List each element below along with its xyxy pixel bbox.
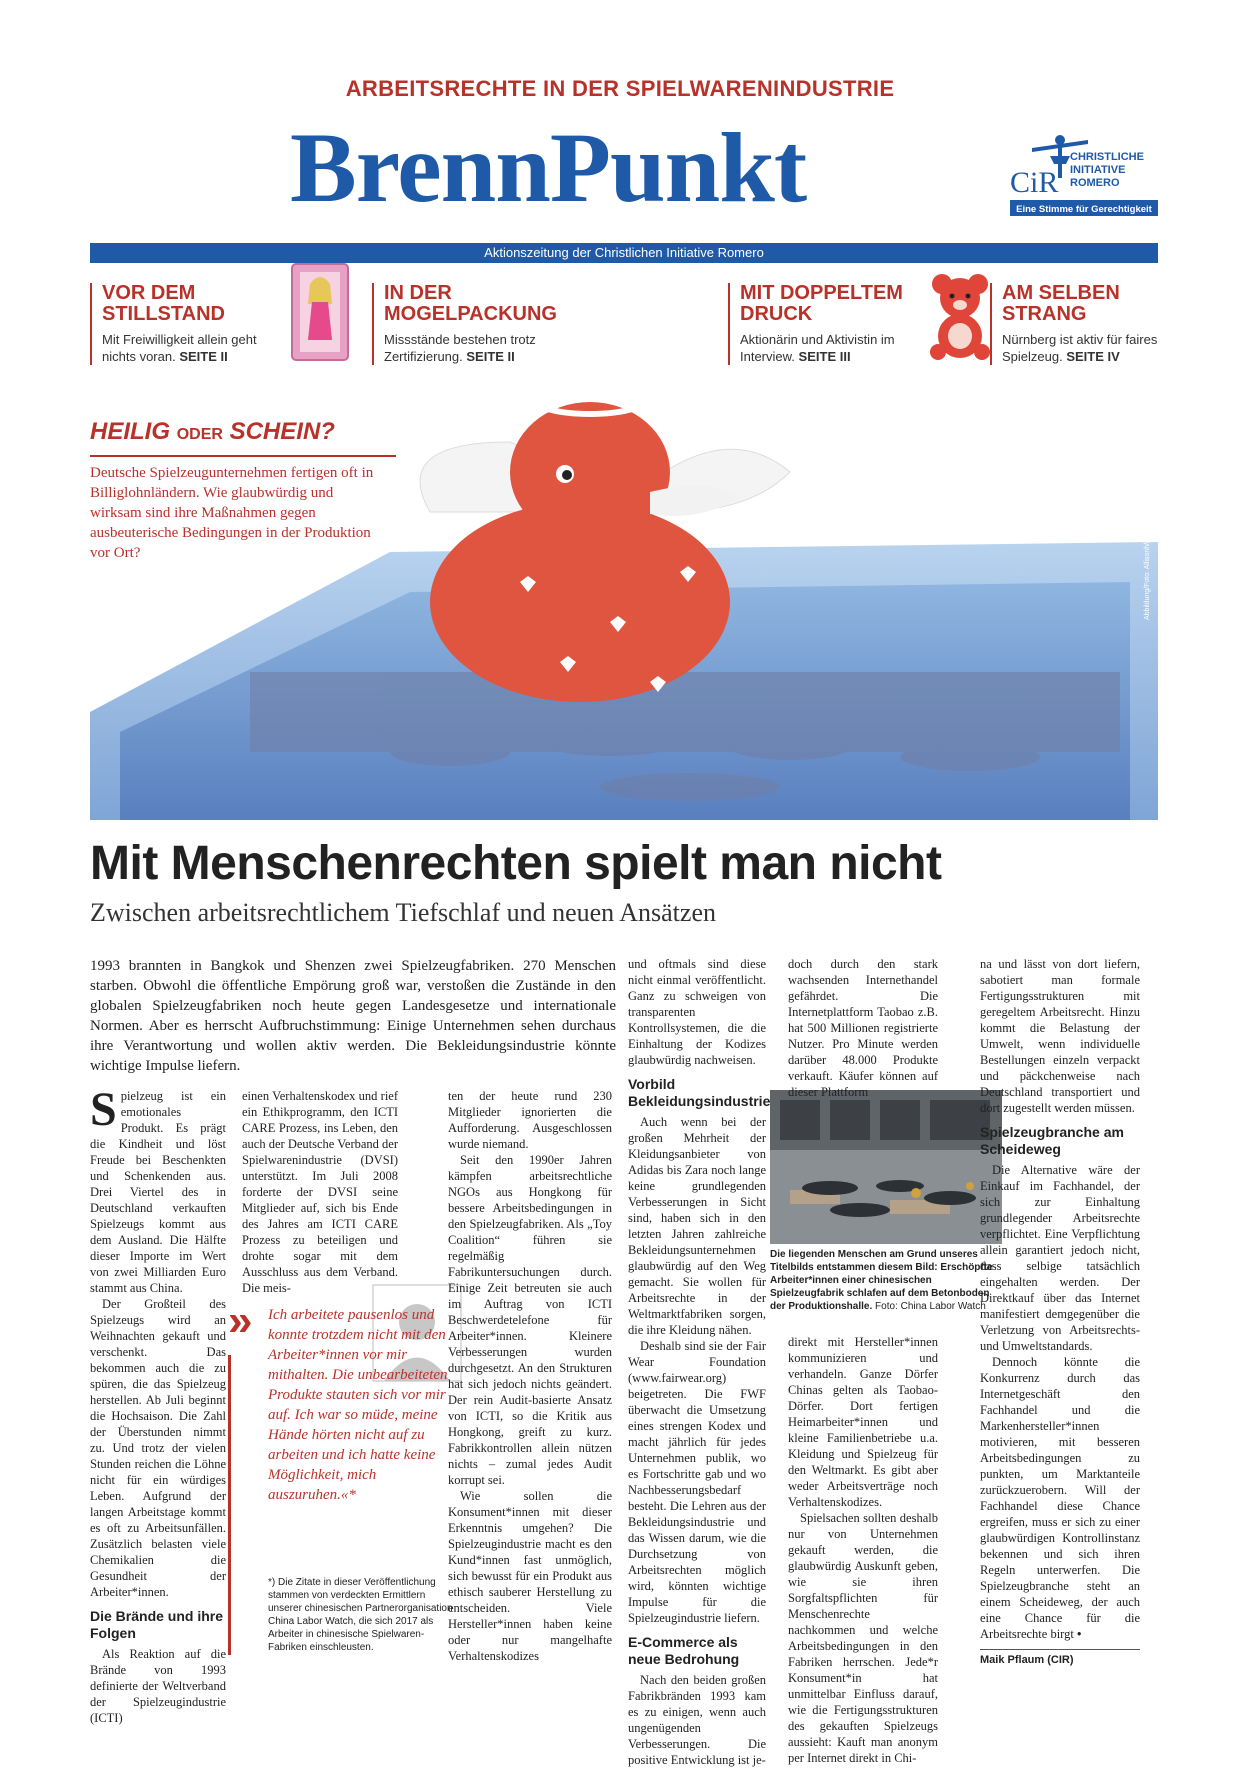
teaser-strang[interactable] — [990, 283, 1162, 365]
subheading: Vorbild Bekleidungsindustrie — [628, 1076, 771, 1109]
paragraph: na und lässt von dort liefern, sabotiert man formale Fertigungsstrukturen mit geregeltem Arbeitsrecht. Hinzu kommt die Belastung der Umwelt, wenn individuelle Bestellungen einzeln verpackt und päckchenweise nach Deutschland transportiert und dort zugestellt werden müssen. — [980, 957, 1140, 1115]
hero-intro: Deutsche Spielzeugunternehmen fertigen oft in Billiglohnländern. Wie glaubwürdig und wirksam sind ihre Maßnahmen gegen ausbeuterische Bedingungen in der Produktion vor Ort? — [90, 465, 374, 561]
quote-mark: » — [228, 1296, 253, 1345]
column-5b — [788, 1334, 938, 1766]
teaser-title-line: STILLSTAND — [102, 303, 225, 325]
teaser-title-line: VOR DEM — [102, 282, 196, 304]
paragraph: Der Großteil des Spielzeugs wird an Weihnachten gekauft und verschenkt. Das bekommen auch die zu spüren, die das Spielzeug herstellen. Ab Juli beginnt die Hochsaison. Die Zahl der Überstunden nimmt zu. Und trotz der vielen Stunden reichen die Löhne nicht für ein würdiges Leben. Aufgrund der langen Arbeitstage kommt es oft zu Arbeitsunfällen. Zusätzlich belasten viele Chemikalien die Gesundheit der Arbeiter*innen. — [90, 1297, 226, 1599]
column-5 — [788, 956, 938, 1100]
paragraph: Dennoch könnte die Konkurrenz durch das Internetgeschäft den Fachhandel und die Markenhersteller*innen motivieren, mit besseren Arbeitsbedingungen zu punkten, um Marktanteile zurückzuerobern. Will der Fachhandel diese Chance ergreifen, muss er sich zu einer glaubwürdigen Kontrollinstanz bekennen und sich ihren Regeln unterwerfen. Die Spielzeugbranche steht an einem Scheideweg, der auch eine Chance für die Arbeitsrechte birgt — [980, 1355, 1140, 1641]
cir-logo — [1010, 130, 1158, 218]
factory-photo — [770, 1090, 1002, 1244]
teddy-bear-image — [928, 270, 992, 360]
tagline-bar: Aktionszeitung der Christlichen Initiative Romero — [90, 243, 1158, 263]
hero-kicker — [90, 418, 335, 446]
paragraph: Deshalb sind sie der Fair Wear Foundation (www.fairwear.org) beigetreten. Die FWF überwacht die Umsetzung eines strengen Kodex und macht jährlich für jedes Unternehmen publik, wo es Fortschritte gab und wo Nachbesserungsbedarf besteht. Die Lehren aus der Bekleidungsindustrie und das Wissen darum, wie die Durchsetzung von Arbeitsrechten möglich wird, könnten wichtige Impulse für die Spielzeugindustrie liefern. — [628, 1339, 766, 1625]
teaser-text: Missstände bestehen trotz Zertifizierung. — [384, 332, 536, 364]
teaser-page: SEITE III — [798, 349, 851, 364]
teaser-text: Mit Freiwilligkeit allein geht nichts voran. — [102, 332, 257, 364]
paragraph: Seit den 1990er Jahren kämpfen arbeitsrechtliche NGOs aus Hongkong für bessere Arbeitsbedingungen in den Spielzeugfabriken. Als „Toy Coalition“ führen sie regelmäßig Fabrikuntersuchungen durch. Einige Zeit betreuten sie auch im Auftrag von ICTI Beschwerdetelefone für Arbeiter*innen. Kleinere Verbesserungen wurden durchgesetzt. An den Strukturen hat sich jedoch nichts geändert. Der rein Audit-basierte Ansatz von ICTI, so die Kritik aus Hongkong, greift zu kurz. Fabrikkontrollen allein nützen nichts – zumal jedes Audit korrupt sei. — [448, 1153, 612, 1487]
hero-rule — [90, 455, 396, 457]
teaser-text: Aktionärin und Aktivistin im Interview. — [740, 332, 895, 364]
footnote: *) Die Zitate in dieser Veröffentlichung stammen von verdeckten Ermittlern unserer chinesischen Partnerorganisation China Labor Watch, die sich 2017 als Arbeiter in chinesische Spielwaren-Fabriken einschleusten. — [268, 1577, 453, 1653]
subheading: Spielzeugbranche am Scheideweg — [980, 1124, 1124, 1157]
heilig-word: HEILIG — [90, 418, 171, 445]
teaser-druck[interactable] — [728, 283, 910, 365]
photo-credit: Foto: China Labor Watch — [875, 1301, 986, 1312]
quote-bar — [228, 1355, 231, 1655]
paragraph: Die Alternative wäre der Einkauf im Fachhandel, der sich zur Einhaltung grundlegender Arbeitsrechte verpflichtet. Eine Verpflichtung allein garantiert jedoch nicht, dass selbige tatsächlich eingehalten werden. Der Direktkauf über das Internet manifestiert demgegenüber die Verletzung von Arbeitsrechts- und Umweltstandards. — [980, 1163, 1140, 1353]
oder-word: ODER — [176, 426, 223, 443]
photo-caption — [770, 1248, 1002, 1313]
paragraph: ten der heute rund 230 Mitglieder ignorierten die Aufforderung. Ausgeschlossen wurde niemand. — [448, 1089, 612, 1151]
subheading: E-Commerce als neue Bedrohung — [628, 1634, 740, 1667]
paragraph: pielzeug ist ein emotionales Produkt. Es prägt die Kindheit und löst Freude bei Beschenkten und Schenkenden aus. Drei Viertel des in Deutschland verkauften Spielzeugs kommt aus dem Ausland. Die Hälfte dieser Importe im Wert von zwei Milliarden Euro stammt aus China. — [90, 1089, 226, 1295]
column-6 — [980, 956, 1140, 1642]
subheading: Die Brände und ihre Folgen — [90, 1608, 224, 1641]
teaser-title-line: DRUCK — [740, 303, 813, 325]
dropcap: S — [90, 1083, 117, 1136]
column-1 — [90, 1083, 226, 1726]
cir-logo-graphic — [1010, 130, 1158, 218]
teaser-title-line: MIT DOPPELTEM — [740, 282, 903, 304]
logo-line1: CHRISTLICHE — [1070, 151, 1144, 163]
article-lead: 1993 brannten in Bangkok und Shenzen zwei Spielzeugfabriken. 270 Menschen starben. Obwohl die öffentliche Empörung groß war, verstoßen die Zustände in den globalen Spielzeugfabriken noch heute gegen Landesgesetze und internationale Normen. Aber es herrscht Aufbruchstimmung: Einige Unternehmen sehen durchaus ihre Verantwortung und wollen aktiv werden. Die Bekleidungsindustrie könnte wichtige Impulse liefern. — [90, 958, 616, 1074]
author: Maik Pflaum (CIR) — [980, 1654, 1074, 1666]
teaser-stillstand[interactable] — [90, 283, 272, 365]
cir-abbr: CiR — [1010, 166, 1059, 199]
teaser-text: Nürnberg ist aktiv für faires Spielzeug. — [1002, 332, 1158, 364]
paragraph: Auch wenn bei der großen Mehrheit der Kleidungsanbieter von Adidas bis Zara noch lange keine grundlegenden Verbesserungen in Sicht sind, haben sich in den letzten Jahren zahlreiche Bekleidungsunternehmen glaubwürdig auf den Weg gemacht. Sie wollen für Arbeitsrechte in der Weltmarktfabriken sorgen, die ihre Kleidung nähen. — [628, 1115, 766, 1337]
teaser-title-line: IN DER — [384, 282, 452, 304]
column-4 — [628, 956, 771, 1768]
image-credit: Abbildung/Foto: Allisonh/pixabay, Montage: M.Schenk/Pixabay — [1144, 426, 1151, 620]
logo-slogan: Eine Stimme für Gerechtigkeit — [1016, 204, 1152, 215]
teaser-page: SEITE II — [179, 349, 228, 364]
teaser-page: SEITE II — [466, 349, 515, 364]
doll-package-image — [290, 262, 350, 362]
column-2 — [242, 1088, 398, 1296]
teaser-title-line: AM SELBEN — [1002, 282, 1120, 304]
paragraph: Nach den beiden großen Fabrikbränden 1993 kam es zu einigen, wenn auch ungenügenden Verbesserungen. Die positive Entwicklung ist je- — [628, 1673, 766, 1767]
paragraph: einen Verhaltenskodex und rief ein Ethikprogramm, den ICTI CARE Prozess, ins Leben, den auch der Deutsche Verband der Spielwarenindustrie (DVSI) unterstützt. Im Juli 2008 forderte der DVSI seine Mitglieder auf, sich bis Ende des Jahres am ICTI CARE Prozess zu beteiligen und drohte sogar mit dem Ausschluss aus dem Verband. Die meis- — [242, 1089, 398, 1295]
paragraph: Spielsachen sollten deshalb nur von Unternehmen gekauft werden, die glaubwürdig Auskunft geben, wie sie ihren Sorgfaltspflichten für Menschenrechte nachkommen und welche Arbeitsbedingungen in den Fabriken herrschen. Jede*r Konsument*in hat unmittelbar Einfluss darauf, wie die Fertigungsstrukturen des gekauften Spielzeugs aussieht: Kauft man anonym per Internet direkt in Chi- — [788, 1511, 938, 1765]
schein-word: SCHEIN? — [229, 418, 335, 445]
article-subhead: Zwischen arbeitsrechtlichem Tiefschlaf und neuen Ansätzen — [90, 898, 716, 927]
teaser-title-line: STRANG — [1002, 303, 1087, 325]
author-rule — [980, 1649, 1140, 1650]
logo-line2: INITIATIVE — [1070, 164, 1126, 176]
end-mark: • — [1076, 1627, 1082, 1641]
article-headline: Mit Menschenrechten spielt man nicht — [90, 837, 942, 890]
paragraph: Als Reaktion auf die Brände von 1993 definierte der Weltverband der Spielzeugindustrie (ICTI) — [90, 1647, 226, 1725]
paragraph: und oftmals sind diese nicht einmal veröffentlicht. Ganz zu schweigen von transparenten Kontrollsystemen, die die Einhaltung der Kodizes glaubwürdig nachweisen. — [628, 957, 766, 1067]
masthead: BrennPunkt — [290, 112, 807, 223]
teaser-title-line: MOGELPACKUNG — [384, 303, 557, 325]
caption-text: Die liegenden Menschen am Grund unseres Titelbilds entstammen diesem Bild: Erschöpfte Arbeiter*innen einer chinesischen Spielzeugfabrik schlafen auf dem Betonboden der Produktionshalle. — [770, 1249, 993, 1312]
paragraph: Wie sollen die Konsument*innen mit dieser Erkenntnis umgehen? Die Spielzeugindustrie macht es den Kund*innen fast unmöglich, sich bewusst für ein Produkt aus ethisch sauberer Herstellung zu entscheiden. Viele Hersteller*innen haben keine oder nur mangelhafte Verhaltenskodizes — [448, 1489, 612, 1663]
logo-line3: ROMERO — [1070, 177, 1120, 189]
quote-text: Ich arbeitete pausenlos und konnte trotzdem nicht mit den Arbeiter*innen vor mir mithalten. Die unbearbeiteten Produkte stauten sich vor mir auf. Ich war so müde, meine Hände hörten nicht auf zu arbeiten und ich hatte keine Möglichkeit, mich auszuruhen.«* — [268, 1307, 448, 1503]
teaser-page: SEITE IV — [1066, 349, 1120, 364]
teaser-mogelpackung[interactable] — [372, 283, 574, 365]
paragraph: doch durch den stark wachsenden Internethandel gefährdet. Die Internetplattform Taobao z.B. hat 500 Millionen registrierte Nutzer. Pro Minute werden darüber 48.000 Produkte verkauft. Käufer können auf dieser Plattform — [788, 957, 938, 1099]
kicker: ARBEITSRECHTE IN DER SPIELWARENINDUSTRIE — [345, 76, 895, 101]
paragraph: direkt mit Hersteller*innen kommunizieren und verhandeln. Ganze Dörfer Chinas gelten als Taobao-Dörfer. Dort fertigen Heimarbeiter*innen und kleine Familienbetriebe u.a. Kleidung und Spielzeug für den Weltmarkt. Es gibt aber weder Arbeitsverträge noch Verhaltenskodizes. — [788, 1335, 938, 1509]
column-3 — [448, 1088, 612, 1664]
